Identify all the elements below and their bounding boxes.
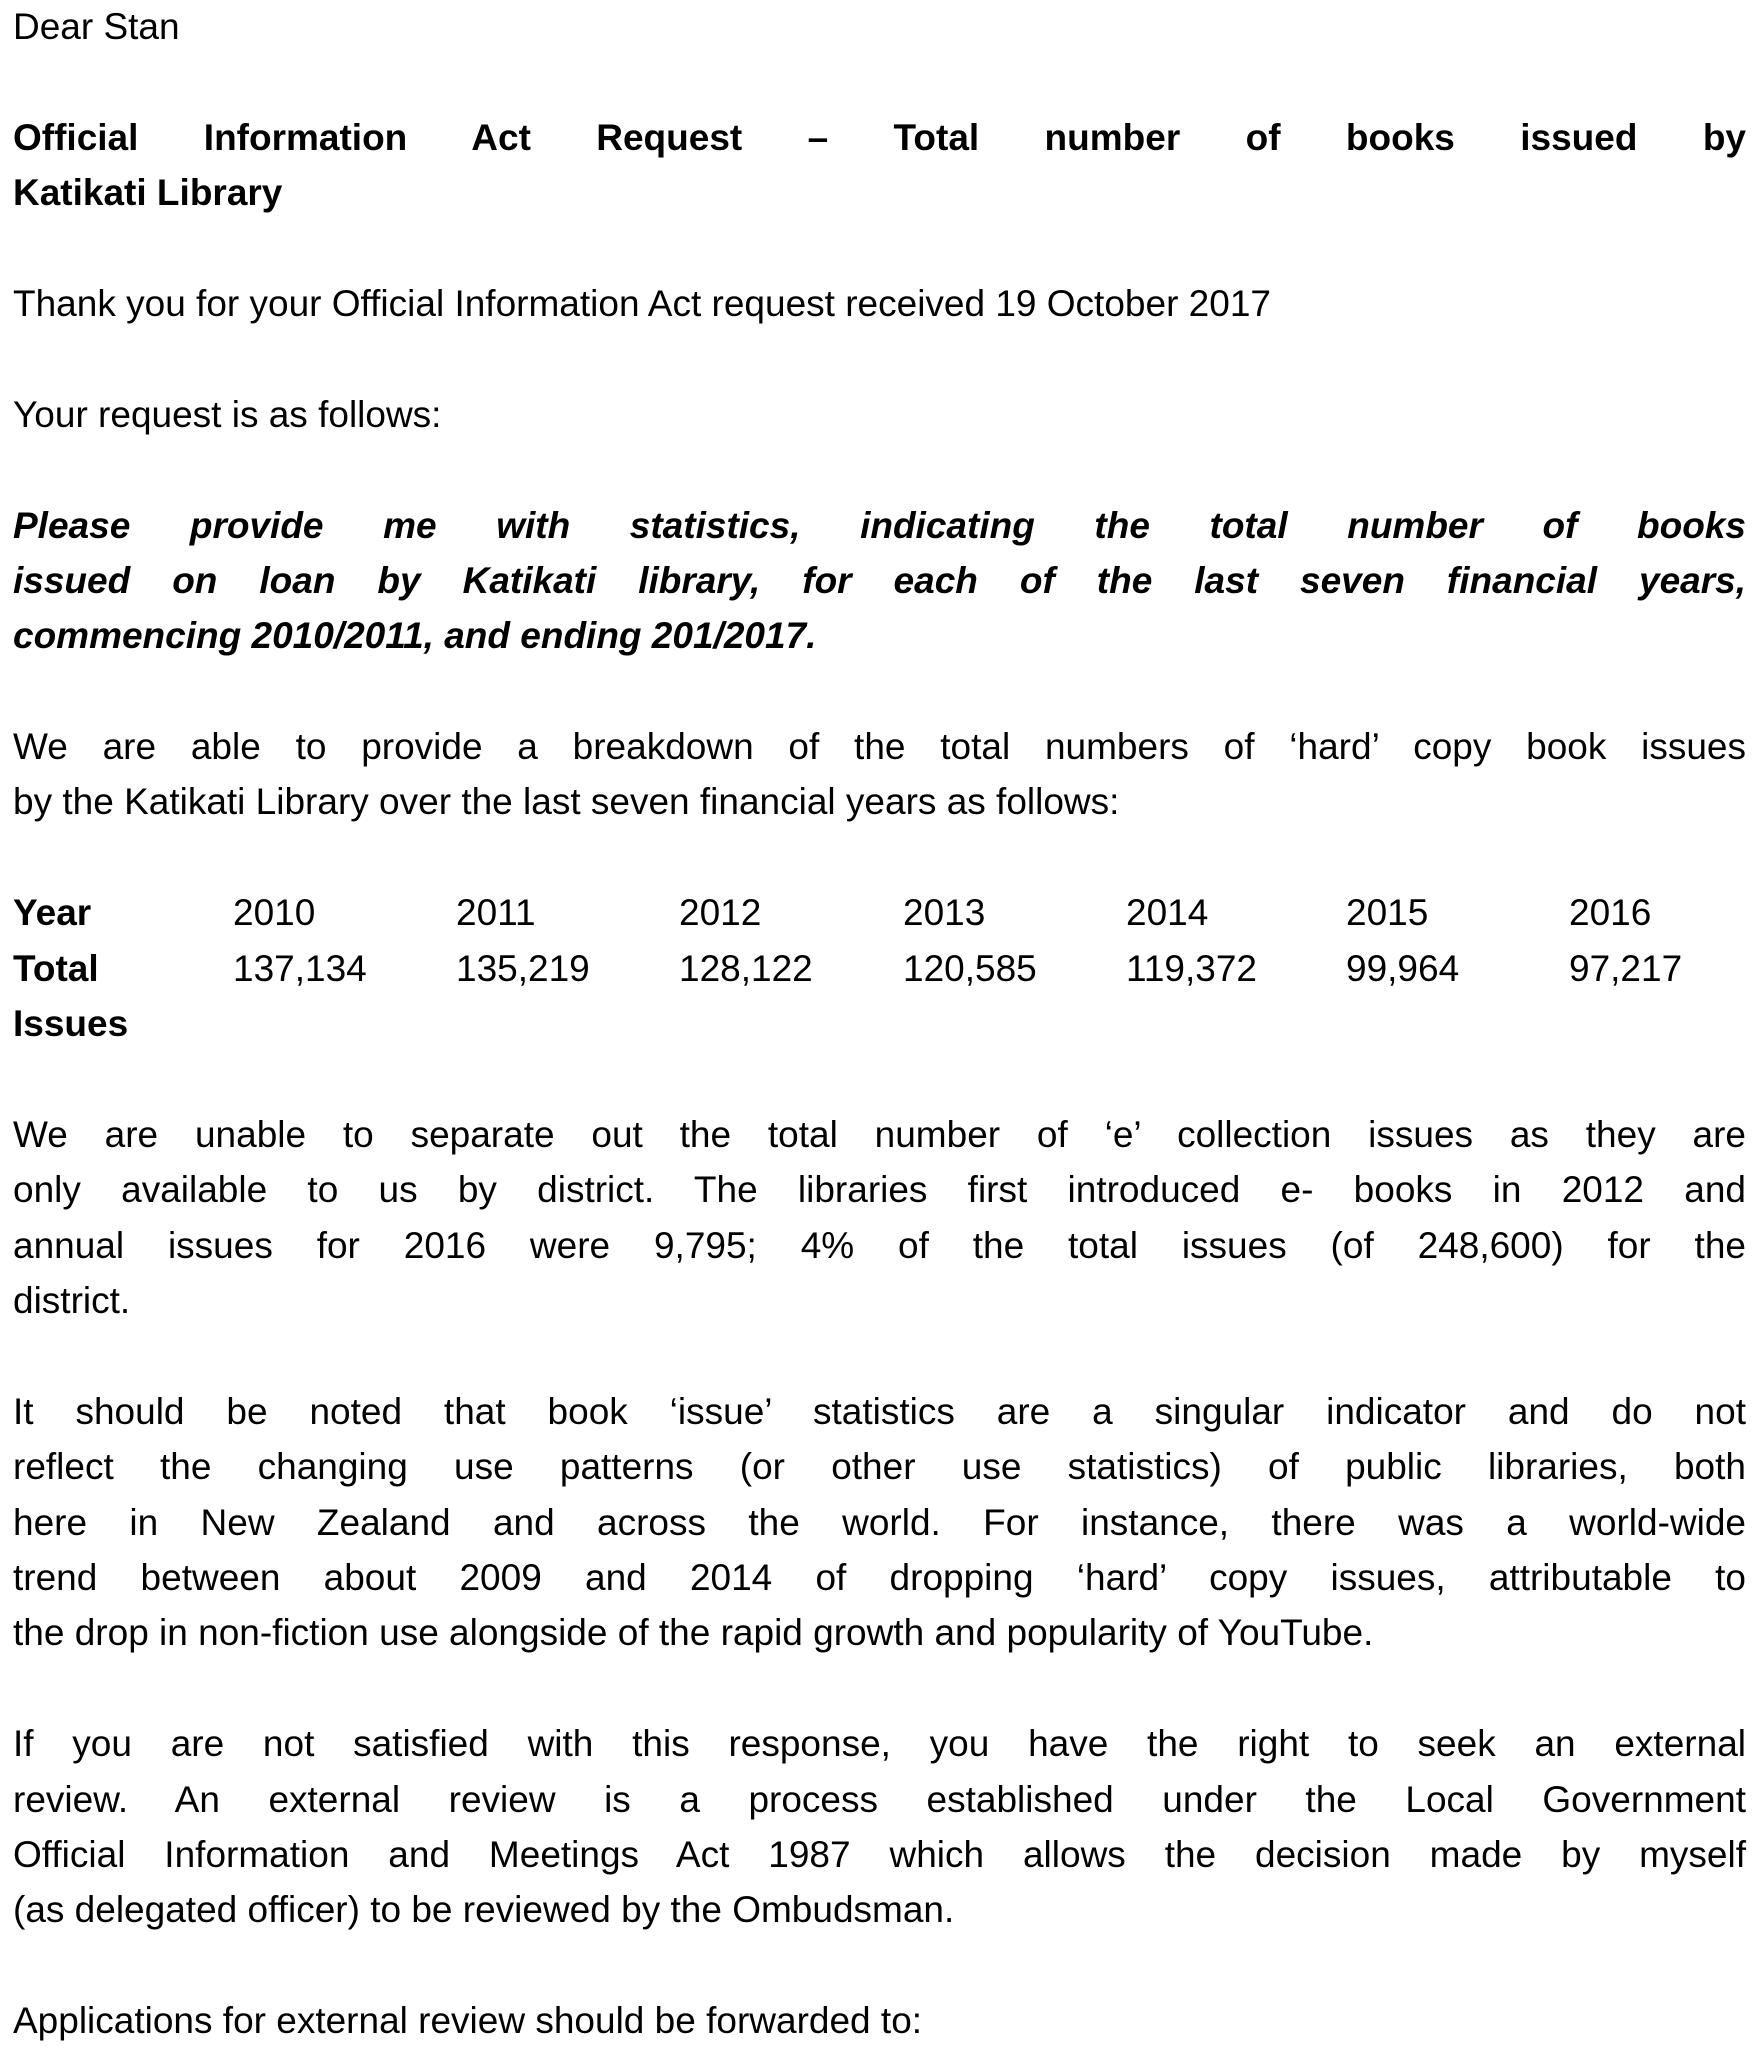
ecollection-line: annual issues for 2016 were 9,795; 4% of the total issues (of 248,600) for the	[13, 1224, 1746, 1266]
request-quote-line: commencing 2010/2011, and ending 201/2017.	[13, 615, 817, 657]
note-line: It should be noted that book ‘issue’ statistics are a singular indicator and do not	[13, 1390, 1746, 1432]
table-row-total	[13, 941, 1746, 996]
total-cell: 120,585	[903, 947, 1037, 989]
request-label: Your request is as follows:	[13, 393, 442, 435]
request-quote-line: Please provide me with statistics, indicating the total number of books	[13, 504, 1746, 546]
table-row-issues	[13, 996, 1746, 1051]
ecollection-line: district.	[13, 1279, 131, 1321]
total-label-cont: Issues	[13, 1003, 129, 1045]
review-line: review. An external review is a process established under the Local Government	[13, 1778, 1746, 1820]
intro-text: Thank you for your Official Information Act request received 19 October 2017	[13, 282, 1271, 324]
total-cell: 99,964	[1346, 947, 1460, 989]
total-label: Total	[13, 947, 99, 989]
table-row-year	[13, 885, 1746, 940]
total-cell: 137,134	[233, 947, 367, 989]
note-line: reflect the changing use patterns (or other use statistics) of public libraries, both	[13, 1446, 1746, 1488]
year-cell: 2010	[233, 892, 316, 934]
note-line: the drop in non-fiction use alongside of the rapid growth and popularity of YouTube.	[13, 1612, 1374, 1654]
ecollection-line: We are unable to separate out the total number of ‘e’ collection issues as they are	[13, 1113, 1746, 1155]
year-cell: 2015	[1346, 892, 1429, 934]
review-line: If you are not satisfied with this response, you have the right to seek an external	[13, 1723, 1746, 1765]
salutation: Dear Stan	[13, 6, 180, 47]
year-cell: 2011	[456, 892, 536, 934]
year-cell: 2013	[903, 892, 986, 934]
note-line: here in New Zealand and across the world. For instance, there was a world-wide	[13, 1501, 1746, 1543]
year-cell: 2014	[1126, 892, 1209, 934]
total-cell: 97,217	[1569, 947, 1683, 989]
note-line: trend between about 2009 and 2014 of dropping ‘hard’ copy issues, attributable to	[13, 1556, 1746, 1598]
year-label: Year	[13, 892, 92, 934]
request-quote-line: issued on loan by Katikati library, for each of the last seven financial years,	[13, 559, 1746, 601]
heading-line: Official Information Act Request – Total number of books issued by	[13, 116, 1746, 158]
heading-line: Katikati Library	[13, 172, 283, 214]
total-cell: 119,372	[1126, 947, 1257, 989]
total-cell: 135,219	[456, 947, 590, 989]
letter-body	[13, 0, 1746, 2048]
total-cell: 128,122	[679, 947, 813, 989]
issues-table	[13, 885, 1746, 1051]
breakdown-line: We are able to provide a breakdown of the total numbers of ‘hard’ copy book issues	[13, 726, 1746, 768]
year-cell: 2016	[1569, 892, 1652, 934]
ecollection-line: only available to us by district. The libraries first introduced e- books in 2012 and	[13, 1169, 1746, 1211]
applications-text: Applications for external review should be forwarded to:	[13, 2000, 923, 2042]
year-cell: 2012	[679, 892, 762, 934]
breakdown-line: by the Katikati Library over the last seven financial years as follows:	[13, 781, 1120, 823]
review-line: (as delegated officer) to be reviewed by the Ombudsman.	[13, 1889, 955, 1931]
review-line: Official Information and Meetings Act 1987 which allows the decision made by myself	[13, 1833, 1746, 1875]
